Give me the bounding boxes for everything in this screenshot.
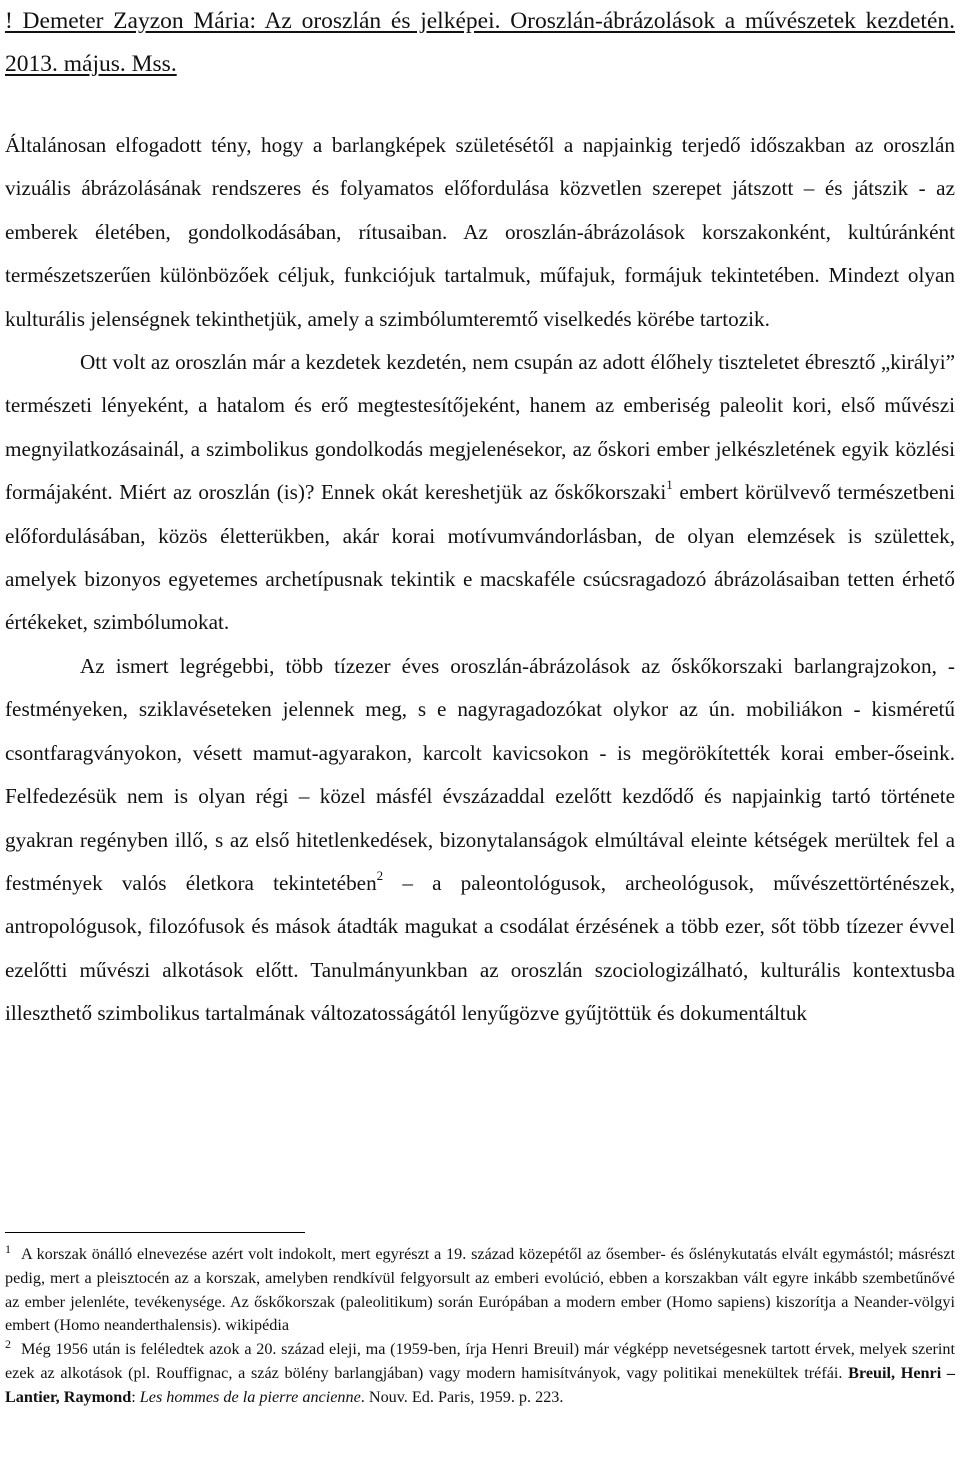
document-title: ! Demeter Zayzon Mária: Az oroszlán és jelképei. Oroszlán-ábrázolások a művészetek kezdetén. 2013. május. Mss. (5, 8, 955, 77)
footnote-ref-2[interactable]: 2 (376, 867, 384, 883)
paragraph-2 (5, 341, 955, 645)
footnote-number: 1 (5, 1242, 11, 1256)
footnote-text: A korszak önálló elnevezése azért volt indokolt, mert egyrészt a 19. század közepétől az ősember- és őslénykutatás elvált egymástól; másrészt pedig, mert a pleisztocén az a korszak, amelyben rendkívül felgyorsult az emberi evolúció, ebben a korszakban vált egyre inkább szembetűnővé az ember jelenléte, tevékenysége. Az őskőkorszak (paleolitikum) során Európában a modern ember (Homo sapiens) kiszorítja a Neander-völgyi embert (Homo neanderthalensis). wikipédia (5, 1245, 955, 1335)
footnote-2 (5, 1338, 955, 1409)
footnotes (5, 1232, 955, 1410)
paragraph-text: Ott volt az oroszlán már a kezdetek kezdetén, nem csupán az adott élőhely tiszteletet ébresztő „királyi” természeti lényeként, a hatalom és erő megtestesítőjeként, hanem az emberiség paleolit kori, első művészi megnyilatkozásainál, a szimbolikus gondolkodás megjelenésekor, az őskori ember jelkészletének egyik közlési formájaként. Miért az oroszlán (is)? Ennek okát kereshetjük az őskőkorszaki (5, 350, 955, 505)
footnote-number: 2 (5, 1337, 11, 1352)
paragraph-1 (5, 124, 955, 341)
footnote-colon: : (131, 1387, 140, 1406)
document-body (5, 124, 955, 1036)
paragraph-text: Általánosan elfogadott tény, hogy a barlangképek születésétől a napjainkig terjedő időszakban az oroszlán vizuális ábrázolásának rendszeres és folyamatos előfordulása közvetlen szerepet játszott – és játszik - az emberek életében, gondolkodásában, rítusaiban. Az oroszlán-ábrázolások korszakonként, kultúránként természetszerűen különbözőek céljuk, funkciójuk tartalmuk, műfajuk, formájuk tekintetében. Mindezt olyan kulturális jelenségnek tekinthetjük, amely a szimbólumteremtő viselkedés körébe tartozik. (5, 133, 955, 331)
paragraph-text-cont: embert körülvevő természetbeni előfordulásában, közös életterükben, akár korai motívumvándorlásban, de olyan elemzések is születtek, amelyek bizonyos egyetemes archetípusnak tekintik e macskaféle csúcsragadozó ábrázolásaiban tetten érhető értékeket, szimbólumokat. (5, 480, 955, 635)
paragraph-text: Az ismert legrégebbi, több tízezer éves oroszlán-ábrázolások az őskőkorszaki barlangrajzokon, -festményeken, sziklavéseteken jelennek meg, s e nagyragadozókat olykor az ún. mobiliákon - kisméretű csontfaragványokon, vésett mamut-agyarakon, karcolt kavicsokon - is megörökítették korai ember-őseink. Felfedezésük nem is olyan régi – közel másfél évszázaddal ezelőtt kezdődő és napjainkig tartó története gyakran regényben illő, s az első hitetlenkedések, bizonytalanságok elmúltával eleinte kétségek merültek fel a festmények valós életkora tekintetében (5, 653, 955, 895)
footnote-separator (5, 1232, 305, 1233)
footnote-book-title: Les hommes de la pierre ancienne (139, 1387, 361, 1406)
paragraph-3 (5, 645, 955, 1036)
footnote-1 (5, 1243, 955, 1338)
footnote-tail: . Nouv. Ed. Paris, 1959. p. 223. (360, 1387, 564, 1406)
footnote-author: Breuil, Henri – Lantier, Raymond (5, 1363, 955, 1406)
footnote-ref-1[interactable]: 1 (666, 477, 673, 493)
footnote-text: Még 1956 után is feléledtek azok a 20. század eleji, ma (1959-ben, írja Henri Breuil) már végképp nevetségesnek tartott érvek, melyek szerint ezek az alkotások (pl. Rouffignac, a száz bölény barlangjában) vagy modern hamisítványok, vagy politikai menekültek tréfái. (5, 1340, 955, 1382)
paragraph-text-cont: – a paleontológusok, archeológusok, művészettörténészek, antropológusok, filozófusok és mások átadták magukat a csodálat érzésének a több ezer, sőt több tízezer évvel ezelőtti művészi alkotások előtt. Tanulmányunkban az oroszlán szociologizálható, kulturális kontextusba illeszthető szimbolikus tartalmának változatosságától lenyűgözve gyűjtöttük és dokumentáltuk (5, 870, 956, 1026)
